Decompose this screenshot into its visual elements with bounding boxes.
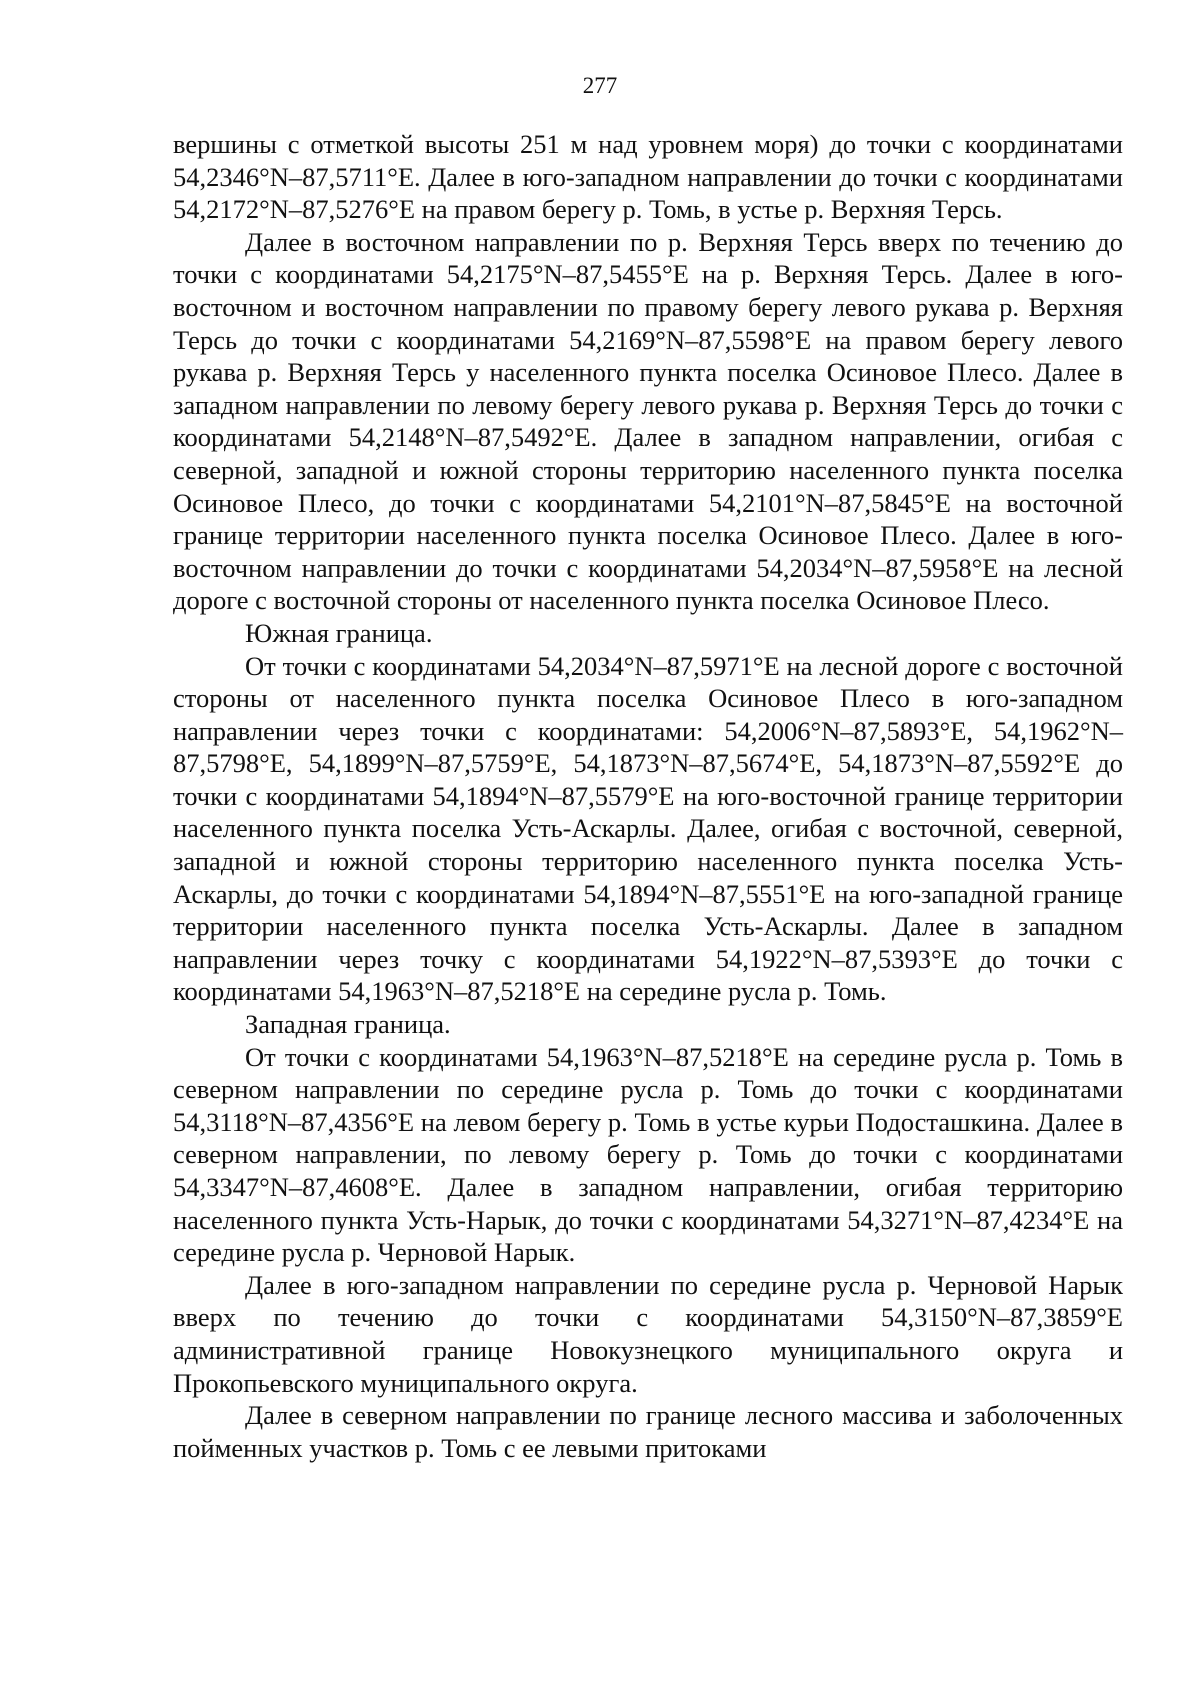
paragraph-northern-direction: Далее в северном направлении по границе лесного массива и заболоченных пойменных участков р. Томь с ее левыми притоками [173, 1400, 1123, 1463]
paragraph-east-continuation: Далее в восточном направлении по р. Верхняя Терсь вверх по течению до точки с координатами 54,2175°N–87,5455°E на р. Верхняя Терсь. Далее в юго-восточном и восточном направлении по правому берегу левого рукава р. Верхняя Терсь до точки с координатами 54,2169°N–87,5598°E на правом берегу левого рукава р. Верхняя Терсь у населенного пункта поселка Осиновое Плесо. Далее в западном направлении по левому берегу левого рукава р. Верхняя Терсь до точки с координатами 54,2148°N–87,5492°E. Далее в западном направлении, огибая с северной, западной и южной стороны территорию населенного пункта поселка Осиновое Плесо, до точки с координатами 54,2101°N–87,5845°E на восточной границе территории населенного пункта поселка Осиновое Плесо. Далее в юго-восточном направлении до точки с координатами 54,2034°N–87,5958°E на лесной дороге с восточной стороны от населенного пункта поселка Осиновое Плесо. [173, 226, 1123, 616]
paragraph-southern-boundary: От точки с координатами 54,2034°N–87,5971°E на лесной дороге с восточной стороны от населенного пункта поселка Осиновое Плесо в юго-западном направлении через точки с координатами: 54,2006°N–87,5893°E, 54,1962°N–87,5798°E, 54,1899°N–87,5759°E, 54,1873°N–87,5674°E, 54,1873°N–87,5592°E до точки с координатами 54,1894°N–87,5579°E на юго-восточной границе территории населенного пункта поселка Усть-Аскарлы. Далее, огибая с восточной, северной, западной и южной стороны территорию населенного пункта поселка Усть-Аскарлы, до точки с координатами 54,1894°N–87,5551°E на юго-западной границе территории населенного пункта поселка Усть-Аскарлы. Далее в западном направлении через точку с координатами 54,1922°N–87,5393°E до точки с координатами 54,1963°N–87,5218°E на середине русла р. Томь. [173, 650, 1123, 1007]
page-number: 277 [582, 73, 618, 98]
heading-southern-boundary: Южная граница. [245, 617, 433, 648]
heading-western-boundary: Западная граница. [245, 1009, 451, 1040]
paragraph-chernovoy-naryk: Далее в юго-западном направлении по середине русла р. Черновой Нарык вверх по течению до точки с координатами 54,3150°N–87,3859°E административной границе Новокузнецкого муниципального округа и Прокопьевского муниципального округа. [173, 1269, 1123, 1398]
document-body [173, 128, 1123, 1464]
paragraph-western-boundary: От точки с координатами 54,1963°N–87,5218°E на середине русла р. Томь в северном направлении по середине русла р. Томь до точки с координатами 54,3118°N–87,4356°E на левом берегу р. Томь в устье курьи Подосташкина. Далее в северном направлении, по левому берегу р. Томь до точки с координатами 54,3347°N–87,4608°E. Далее в западном направлении, огибая территорию населенного пункта Усть-Нарык, до точки с координатами 54,3271°N–87,4234°E на середине русла р. Черновой Нарык. [173, 1041, 1123, 1268]
paragraph-continuation: вершины с отметкой высоты 251 м над уровнем моря) до точки с координатами 54,2346°N–87,5711°E. Далее в юго-западном направлении до точки с координатами 54,2172°N–87,5276°E на правом берегу р. Томь, в устье р. Верхняя Терсь. [173, 129, 1123, 225]
